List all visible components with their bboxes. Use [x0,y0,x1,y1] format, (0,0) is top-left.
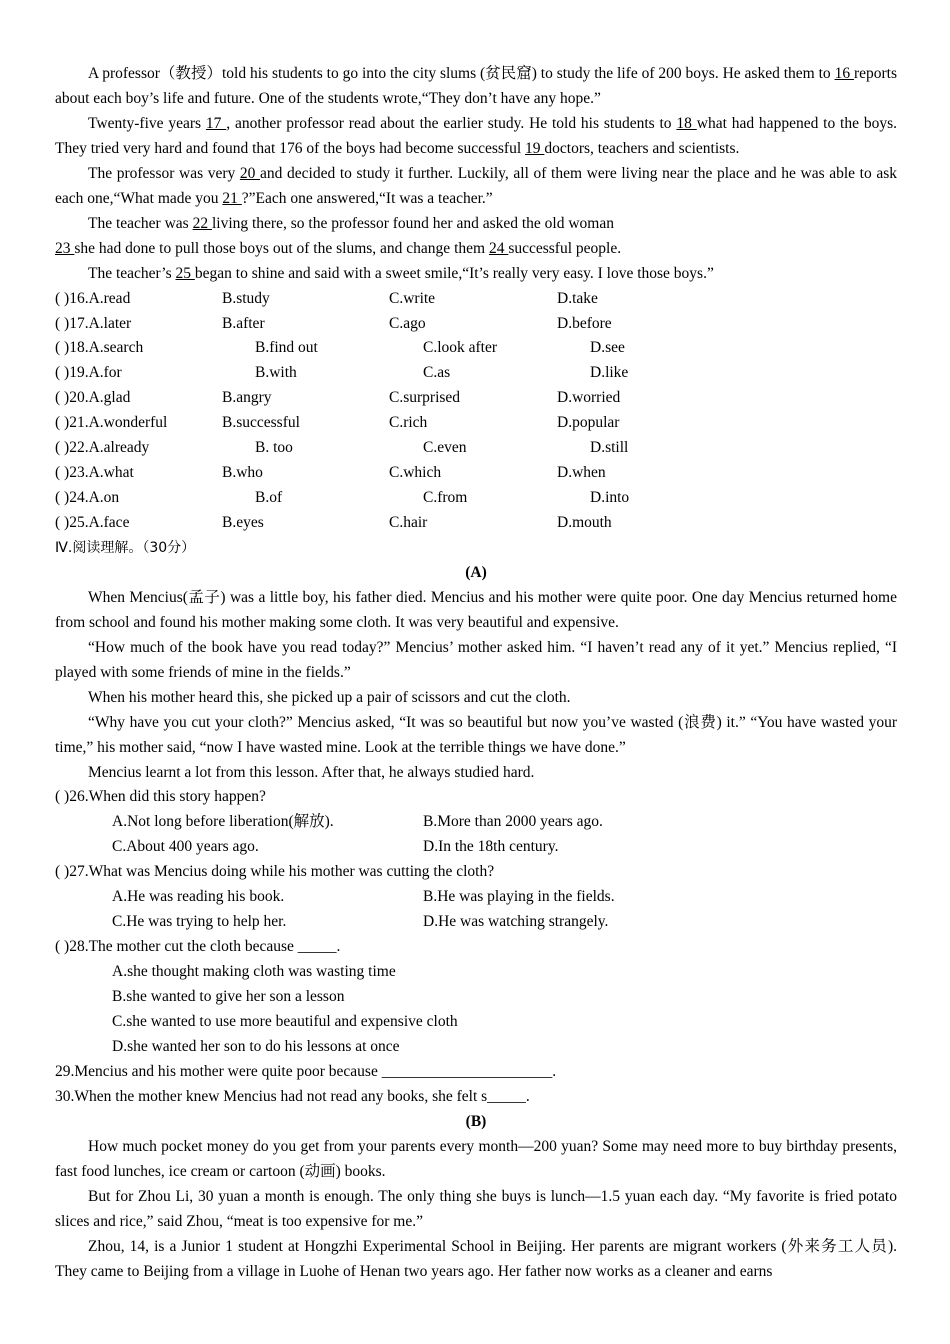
text: Twenty-five years [88,114,206,132]
choice-b[interactable]: B. too [255,439,293,457]
text: successful people. [508,239,622,257]
text: what had happened to the boys. They tried very hard and found that 176 of the boys had become successful [55,114,897,157]
document-body [55,62,897,1284]
choice-row-18 [55,336,897,361]
choice-d[interactable]: D.still [590,439,629,457]
text: A professor（教授）told his students to go into the city slums (贫民窟) to study the life of 200 boys. He asked them to [88,65,835,82]
choice-b[interactable]: B.study [222,289,270,307]
option-c[interactable]: C.About 400 years ago. [112,838,259,856]
text: doctors, teachers and scientists. [544,139,740,157]
choice-c[interactable]: C.look after [423,339,498,357]
choice-question[interactable]: ( )18.A.search [55,339,144,357]
choice-d[interactable]: D.see [590,339,625,357]
option-b[interactable]: B.she wanted to give her son a lesson [112,988,345,1006]
blank-23[interactable]: 23 [55,239,75,257]
text: The teacher was [88,214,193,232]
question-27-stem[interactable]: ( )27.What was Mencius doing while his mother was cutting the cloth? [55,863,495,881]
choice-c[interactable]: C.surprised [389,389,461,407]
choice-d[interactable]: D.take [557,289,598,307]
choice-row-22 [55,436,897,461]
option-b[interactable]: B.He was playing in the fields. [423,888,615,906]
choice-b[interactable]: B.after [222,314,265,332]
choice-b[interactable]: B.successful [222,414,300,432]
cloze-paragraph-2 [55,112,897,162]
passage-a-paragraph: When his mother heard this, she picked up a pair of scissors and cut the cloth. [88,688,571,706]
text: The professor was very [88,164,240,182]
question-26-options-row [55,810,897,835]
option-c[interactable]: C.she wanted to use more beautiful and expensive cloth [112,1013,458,1030]
choice-c[interactable]: C.from [423,489,468,507]
choice-question[interactable]: ( )22.A.already [55,439,150,457]
question-28-stem[interactable]: ( )28.The mother cut the cloth because _____. [55,938,341,956]
choice-question[interactable]: ( )21.A.wonderful [55,414,168,432]
passage-a-paragraph: Mencius learnt a lot from this lesson. After that, he always studied hard. [88,763,535,781]
choice-question[interactable]: ( )23.A.what [55,464,134,482]
choice-d[interactable]: D.mouth [557,514,612,532]
choice-c[interactable]: C.hair [389,514,428,532]
choice-question[interactable]: ( )24.A.on [55,489,120,507]
choice-row-17 [55,312,897,337]
passage-b-paragraph: But for Zhou Li, 30 yuan a month is enough. The only thing she buys is lunch—1.5 yuan each day. “My favorite is fried potato slices and rice,” said Zhou, “meat is too expensive for me.” [55,1187,897,1230]
text: and decided to study it further. Luckily, all of them were living near the place and he was able to ask each one,“What made you [55,164,898,207]
question-27-options-row [55,885,897,910]
cloze-paragraph-5 [55,237,897,262]
text: ?”Each one answered,“It was a teacher.” [241,189,493,207]
passage-a-paragraph: When Mencius(孟子) was a little boy, his father died. Mencius and his mother were quite poor. One day Mencius returned home from school and found his mother making some cloth. It was very beautiful and expensive. [55,588,897,631]
question-30[interactable]: 30.When the mother knew Mencius had not read any books, she felt s_____. [55,1087,530,1105]
choice-d[interactable]: D.into [590,489,630,507]
passage-b-paragraph: Zhou, 14, is a Junior 1 student at Hongzhi Experimental School in Beijing. Her parents are migrant workers (外来务工人员). They came to Beijing from a village in Luohe of Henan two years ago. Her father now works as a cleaner and earns [55,1237,897,1280]
passage-a-paragraph: “Why have you cut your cloth?” Mencius asked, “It was so beautiful but now you’ve wasted (浪费) it.” “You have wasted your time,” his mother said, “now I have wasted mine. Look at the terrible things we have done.” [55,713,897,756]
passage-a-heading: (A) [465,563,487,581]
cloze-choices [55,287,897,536]
option-d[interactable]: D.In the 18th century. [423,838,559,856]
blank-17[interactable]: 17 [205,114,227,132]
choice-question[interactable]: ( )20.A.glad [55,389,131,407]
blank-21[interactable]: 21 [222,189,242,207]
option-a[interactable]: A.He was reading his book. [112,888,285,906]
choice-question[interactable]: ( )16.A.read [55,289,131,307]
choice-d[interactable]: D.before [557,314,612,332]
choice-row-24 [55,486,897,511]
choice-b[interactable]: B.eyes [222,514,264,532]
blank-25[interactable]: 25 [175,264,195,282]
choice-b[interactable]: B.angry [222,389,272,407]
choice-row-21 [55,411,897,436]
blank-22[interactable]: 22 [192,214,212,232]
choice-d[interactable]: D.popular [557,414,620,432]
passage-a-paragraph: “How much of the book have you read today?” Mencius’ mother asked him. “I haven’t read any of it yet.” Mencius replied, “I played with some friends of mine in the fields.” [55,638,897,681]
choice-d[interactable]: D.worried [557,389,621,407]
option-d[interactable]: D.He was watching strangely. [423,913,609,931]
text: reports about each boy’s life and future. One of the students wrote,“They don’t have any hope.” [55,65,897,107]
choice-b[interactable]: B.who [222,464,263,482]
choice-b[interactable]: B.with [255,364,297,382]
section-title: Ⅳ.阅读理解。（30分） [55,539,196,556]
choice-b[interactable]: B.find out [255,339,318,357]
choice-c[interactable]: C.write [389,289,436,307]
cloze-paragraph-6 [55,262,897,287]
choice-c[interactable]: C.ago [389,314,426,332]
passage-b-heading: (B) [465,1112,487,1130]
choice-c[interactable]: C.even [423,439,467,457]
option-d[interactable]: D.she wanted her son to do his lessons at once [112,1037,400,1055]
blank-19[interactable]: 19 [525,139,545,157]
choice-c[interactable]: C.which [389,464,442,482]
cloze-paragraph-1 [55,62,897,112]
text: The teacher’s [88,264,176,282]
cloze-paragraph-4 [55,212,897,237]
choice-row-19 [55,361,897,386]
text: began to shine and said with a sweet smile,“It’s really very easy. I love those boys.” [194,264,714,282]
blank-20[interactable]: 20 [239,164,261,182]
text: she had done to pull those boys out of the slums, and change them [74,239,489,257]
choice-c[interactable]: C.rich [389,414,428,432]
cloze-paragraph-3 [55,162,897,212]
option-b[interactable]: B.More than 2000 years ago. [423,813,603,831]
choice-question[interactable]: ( )25.A.face [55,514,130,532]
question-29[interactable]: 29.Mencius and his mother were quite poor because ______________________. [55,1062,557,1080]
choice-d[interactable]: D.like [590,364,629,382]
choice-c[interactable]: C.as [423,364,451,382]
text: , another professor read about the earlier study. He told his students to [226,114,677,132]
blank-24[interactable]: 24 [488,239,509,257]
choice-row-25 [55,511,897,536]
option-a[interactable]: A.she thought making cloth was wasting time [112,963,396,981]
question-27-options-row [55,910,897,935]
choice-question[interactable]: ( )19.A.for [55,364,122,382]
question-26-options-row [55,835,897,860]
option-a[interactable]: A.Not long before liberation(解放). [112,813,334,831]
choice-b[interactable]: B.of [255,489,283,507]
choice-row-23 [55,461,897,486]
text: living there, so the professor found her and asked the old woman [211,214,614,232]
choice-question[interactable]: ( )17.A.later [55,314,132,332]
question-26-stem[interactable]: ( )26.When did this story happen? [55,788,266,806]
option-c[interactable]: C.He was trying to help her. [112,913,287,931]
choice-d[interactable]: D.when [557,464,606,482]
choice-row-16 [55,287,897,312]
blank-18[interactable]: 18 [676,114,697,132]
choice-row-20 [55,386,897,411]
blank-16[interactable]: 16 [834,65,854,82]
passage-b-paragraph: How much pocket money do you get from your parents every month—200 yuan? Some may need more to buy birthday presents, fast food lunches, ice cream or cartoon (动画) books. [55,1137,897,1180]
